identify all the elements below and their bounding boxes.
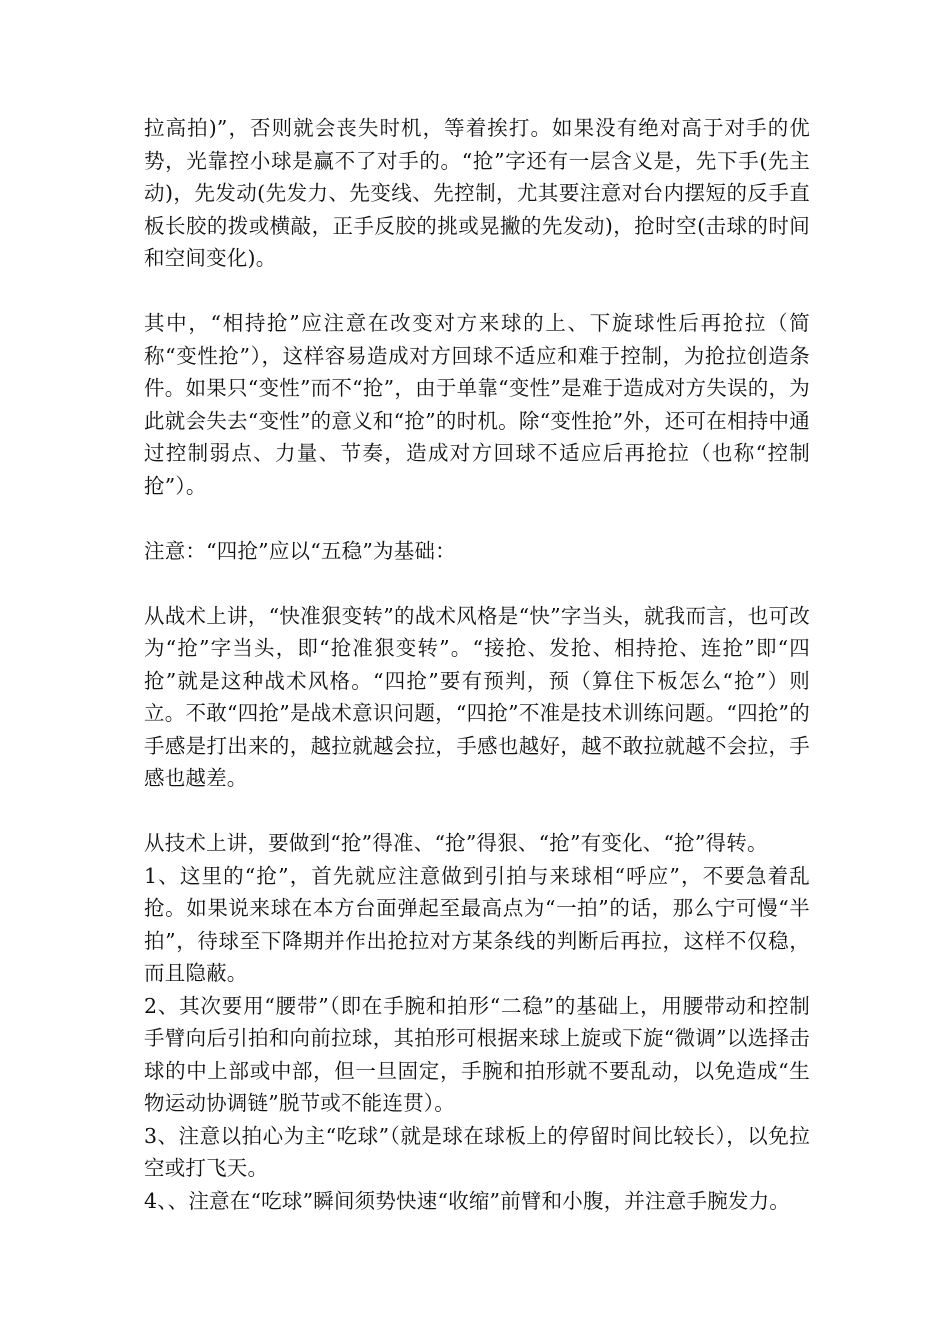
list-item-3: 3、注意以拍心为主“吃球”（就是球在球板上的停留时间比较长），以免拉空或打飞天。 bbox=[144, 1123, 810, 1180]
paragraph-tactics: 从战术上讲，“快准狠变转”的战术风格是“快”字当头，就我而言，也可改为“抢”字当头，即“抢准狠变转”。“接抢、发抢、相持抢、连抢”即“四抢”就是这种战术风格。“四抢”要有预判，预（算住下板怎么“抢”）则立。不敢“四抢”是战术意识问题，“四抢”不准是技术训练问题。“四抢”的手感是打出来的，越拉就越会拉，手感也越好，越不敢拉就越不会拉，手感也越差。 bbox=[144, 603, 810, 790]
paragraph-note: 注意：“四抢”应以“五稳”为基础： bbox=[144, 538, 456, 563]
document-body bbox=[144, 112, 810, 1217]
paragraph-rally-attack: 其中，“相持抢”应注意在改变对方来球的上、下旋球性后再抢拉（简称“变性抢”），这样容易造成对方回球不适应和难于控制，为抢拉创造条件。如果只“变性”而不“抢”，由于单靠“变性”是难于造成对方失误的，为此就会失去“变性”的意义和“抢”的时机。除“变性抢”外，还可在相持中通过控制弱点、力量、节奏，造成对方回球不适应后再抢拉（也称“控制抢”）。 bbox=[144, 311, 810, 498]
paragraph-intro-continuation: 拉高拍)”，否则就会丧失时机，等着挨打。如果没有绝对高于对手的优势，光靠控小球是赢不了对手的。“抢”字还有一层含义是，先下手(先主动)，先发动(先发力、先变线、先控制，尤其要注意对台内摆短的反手直板长胶的拨或横敲，正手反胶的挑或晃撇的先发动)，抢时空(击球的时间和空间变化)。 bbox=[144, 116, 810, 270]
paragraph-technique-intro: 从技术上讲，要做到“抢”得准、“抢”得狠、“抢”有变化、“抢”得转。 bbox=[144, 831, 768, 855]
list-item-4: 4、、注意在“吃球”瞬间须势快速“收缩”前臂和小腹，并注意手腕发力。 bbox=[144, 1188, 791, 1213]
list-item-2: 2、其次要用“腰带”（即在手腕和拍形“二稳”的基础上，用腰带动和控制手臂向后引拍和向前拉球，其拍形可根据来球上旋或下旋“微调”以选择击球的中上部或中部，但一旦固定，手腕和拍形就不要乱动，以免造成“生物运动协调链”脱节或不能连贯）。 bbox=[144, 993, 810, 1115]
list-item-1: 1、这里的“抢”，首先就应注意做到引拍与来球相“呼应”，不要急着乱抢。如果说来球在本方台面弹起至最高点为“一拍”的话，那么宁可慢“半拍”，待球至下降期并作出抢拉对方某条线的判断后再拉，这样不仅稳，而且隐蔽。 bbox=[144, 863, 810, 985]
